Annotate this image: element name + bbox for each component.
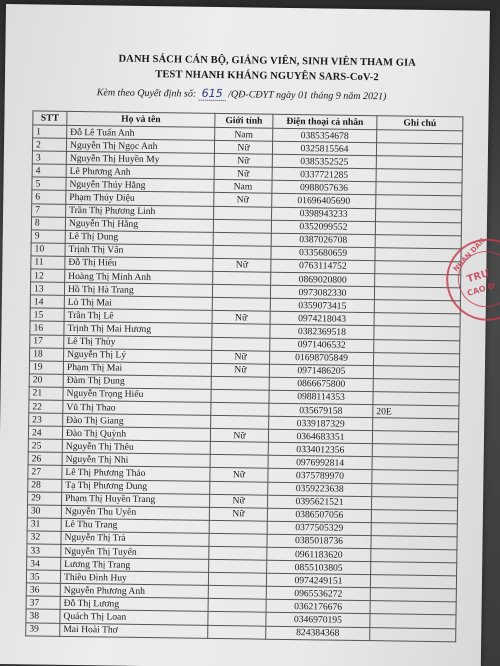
cell-name: Lê Thị Dung (65, 230, 213, 245)
cell-note (376, 195, 462, 209)
cell-note (370, 627, 456, 641)
cell-stt: 31 (27, 518, 61, 532)
cell-gender (210, 455, 268, 469)
cell-phone: 01698705849 (270, 351, 374, 366)
cell-phone: 0362176676 (266, 600, 370, 615)
cell-name: Lò Thị Mai (64, 296, 212, 311)
cell-phone: 0855103805 (267, 560, 371, 575)
cell-phone: 0359223638 (268, 482, 372, 497)
cell-note (370, 614, 456, 628)
cell-name: Lê Phương Anh (66, 165, 214, 180)
cell-name: Phạm Thị Huyền Trang (62, 492, 210, 507)
cell-stt: 7 (32, 203, 66, 217)
cell-note (373, 418, 459, 432)
cell-name: Đỗ Lê Tuấn Anh (67, 125, 215, 140)
cell-note (376, 169, 462, 183)
cell-phone: 0359073415 (270, 298, 374, 313)
cell-note (372, 483, 458, 497)
cell-stt: 26 (28, 452, 62, 466)
cell-gender (212, 337, 270, 351)
cell-note (370, 601, 456, 615)
cell-phone: 0335680659 (271, 246, 375, 261)
cell-gender (210, 442, 268, 456)
cell-name: Nguyễn Thị Hằng (65, 217, 213, 232)
cell-note (371, 549, 457, 563)
cell-stt: 39 (26, 622, 60, 636)
stamp-text-2: TRƯ (465, 268, 491, 286)
cell-phone: 01696405690 (272, 194, 376, 209)
cell-note (373, 365, 459, 379)
cell-name: Nguyễn Thu Uyên (61, 505, 209, 520)
cell-gender (212, 298, 270, 312)
participant-table (25, 110, 463, 642)
cell-name: Nguyễn Thị Tuyến (61, 544, 209, 559)
cell-stt: 22 (29, 400, 63, 414)
cell-gender: Nữ (209, 507, 267, 521)
cell-stt: 17 (30, 334, 64, 348)
cell-gender (213, 232, 271, 246)
cell-phone: 0974218043 (270, 312, 374, 327)
cell-gender: Nữ (209, 494, 267, 508)
cell-gender: Nữ (214, 154, 272, 168)
cell-phone: 0325815564 (272, 141, 376, 156)
cell-phone: 0973082330 (270, 285, 374, 300)
cell-phone: 0961183620 (267, 547, 371, 562)
cell-gender: Nữ (214, 141, 272, 155)
cell-name: Nguyễn Trọng Hiếu (63, 387, 211, 402)
cell-name: Phạm Thị Mai (63, 361, 211, 376)
cell-name: Vũ Thị Thao (63, 400, 211, 415)
cell-gender (208, 625, 266, 639)
cell-gender: Nữ (210, 429, 268, 443)
cell-stt: 10 (31, 243, 65, 257)
cell-name: Phạm Thúy Diệu (66, 191, 214, 206)
cell-phone: 0387026708 (271, 233, 375, 248)
cell-stt: 29 (28, 491, 62, 505)
cell-stt: 32 (27, 531, 61, 545)
cell-note (376, 156, 462, 170)
cell-note (373, 352, 459, 366)
cell-phone: 0386507056 (267, 508, 371, 523)
cell-phone: 0364683351 (268, 429, 372, 444)
cell-phone: 0395621521 (267, 495, 371, 510)
cell-gender (213, 271, 271, 285)
cell-gender: Nữ (214, 193, 272, 207)
cell-gender: Nữ (212, 311, 270, 325)
cell-stt: 19 (29, 361, 63, 375)
cell-note (373, 392, 459, 406)
cell-note (371, 562, 457, 576)
cell-name: Trần Thị Lê (64, 309, 212, 324)
cell-name: Nguyễn Thị Huyền My (66, 152, 214, 167)
cell-gender: Nữ (213, 258, 271, 272)
document-title-line1: DANH SÁCH CÁN BỘ, GIẢNG VIÊN, SINH VIÊN THAM GIA (118, 53, 416, 69)
cell-phone: 0398943233 (272, 207, 376, 222)
cell-note (375, 221, 461, 235)
cell-gender: Nam (215, 127, 273, 141)
decision-number-handwritten: 615 (199, 87, 226, 101)
cell-phone: 0385018736 (267, 534, 371, 549)
cell-phone: 0869020800 (271, 272, 375, 287)
cell-name: Hồ Thị Hà Trang (64, 282, 212, 297)
cell-gender (208, 586, 266, 600)
cell-stt: 16 (30, 321, 64, 335)
cell-phone: 0346970195 (266, 613, 370, 628)
cell-name: Quách Thị Loan (60, 610, 208, 625)
cell-name: Nguyễn Thị Ngọc Anh (66, 138, 214, 153)
cell-note (377, 130, 463, 144)
cell-name: Nguyễn Thị Thêu (62, 440, 210, 455)
cell-name: Trịnh Thị Vân (65, 243, 213, 258)
cell-stt: 14 (30, 295, 64, 309)
cell-phone: 0339187329 (269, 416, 373, 431)
cell-stt: 12 (31, 269, 65, 283)
cell-name: Đàm Thị Dung (63, 374, 211, 389)
cell-phone: 0334012356 (268, 442, 372, 457)
cell-stt: 2 (32, 138, 66, 152)
cell-gender (210, 481, 268, 495)
cell-note (372, 444, 458, 458)
cell-name: Lê Thị Thủy (64, 335, 212, 350)
cell-note (376, 143, 462, 157)
cell-phone: 035679158 (269, 403, 373, 418)
cell-phone: 0385352525 (272, 154, 376, 169)
cell-gender: Nam (214, 180, 272, 194)
cell-stt: 4 (32, 164, 66, 178)
cell-gender (212, 285, 270, 299)
cell-stt: 36 (26, 583, 60, 597)
cell-stt: 15 (30, 308, 64, 322)
cell-stt: 38 (26, 609, 60, 623)
cell-phone: 0385354678 (273, 128, 377, 143)
cell-name: Đào Thị Giang (63, 413, 211, 428)
cell-name: Nguyễn Thị Lý (64, 348, 212, 363)
cell-name: Trần Thị Phương Linh (66, 204, 214, 219)
cell-gender (211, 402, 269, 416)
decision-reference (97, 85, 387, 103)
cell-stt: 24 (28, 426, 62, 440)
cell-phone: 0866675800 (269, 377, 373, 392)
cell-gender (213, 219, 271, 233)
table-body (26, 125, 463, 642)
cell-stt: 28 (28, 478, 62, 492)
document-title-line2: TEST NHANH KHÁNG NGUYÊN SARS-CoV-2 (155, 69, 379, 84)
cell-stt: 11 (31, 256, 65, 270)
cell-stt: 8 (31, 217, 65, 231)
cell-stt: 6 (32, 190, 66, 204)
cell-gender (208, 612, 266, 626)
cell-note (370, 575, 456, 589)
header-gender: Giới tính (215, 113, 273, 128)
cell-name: Đào Thị Quỳnh (62, 426, 210, 441)
cell-gender (213, 245, 271, 259)
cell-phone: 0988114353 (269, 390, 373, 405)
cell-gender (209, 533, 267, 547)
cell-phone: 0382369518 (270, 325, 374, 340)
cell-stt: 1 (33, 125, 67, 139)
cell-name: Nguyễn Thị Trà (61, 531, 209, 546)
cell-name: Trịnh Thị Mai Hương (64, 322, 212, 337)
cell-name: Lê Thu Trang (61, 518, 209, 533)
cell-phone: 0971486205 (269, 364, 373, 379)
cell-name: Nguyễn Phương Anh (60, 584, 208, 599)
cell-note (371, 536, 457, 550)
cell-note (374, 300, 460, 314)
cell-name: Tạ Thị Phương Dung (62, 479, 210, 494)
cell-stt: 20 (29, 374, 63, 388)
cell-gender: Nữ (210, 468, 268, 482)
cell-note (375, 234, 461, 248)
cell-name: Nguyễn Thúy Hằng (66, 178, 214, 193)
cell-stt: 34 (27, 557, 61, 571)
cell-stt: 18 (30, 347, 64, 361)
cell-note (371, 522, 457, 536)
cell-note (372, 457, 458, 471)
cell-phone: 0375789970 (268, 469, 372, 484)
cell-gender (212, 324, 270, 338)
cell-gender: Nữ (212, 350, 270, 364)
cell-gender (211, 415, 269, 429)
cell-gender (209, 559, 267, 573)
cell-stt: 33 (27, 544, 61, 558)
cell-name: Lương Thị Trang (61, 557, 209, 572)
header-phone: Điện thoại cá nhân (273, 114, 377, 129)
cell-note (374, 326, 460, 340)
cell-note (375, 248, 461, 262)
header-name: Họ và tên (67, 111, 215, 127)
cell-stt: 13 (30, 282, 64, 296)
cell-note (371, 509, 457, 523)
cell-phone: 0976992814 (268, 456, 372, 471)
decision-prefix: Kèm theo Quyết định số: (96, 87, 197, 100)
cell-phone: 0965536272 (266, 586, 370, 601)
cell-stt: 27 (28, 465, 62, 479)
cell-stt: 5 (32, 177, 66, 191)
cell-phone: 0974249151 (266, 573, 370, 588)
cell-name: Đỗ Thị Lương (60, 597, 208, 612)
cell-phone: 0971406532 (270, 338, 374, 353)
cell-note: 20E (373, 405, 459, 419)
cell-note (370, 588, 456, 602)
cell-stt: 21 (29, 387, 63, 401)
cell-phone: 0763114752 (271, 259, 375, 274)
cell-phone: 824384368 (266, 626, 370, 641)
cell-name: Thiều Đình Huy (60, 571, 208, 586)
cell-name: Đỗ Thị Hiếu (65, 256, 213, 271)
decision-suffix: /QĐ-CĐYT ngày 01 tháng 9 năm 2021) (228, 89, 387, 103)
header-note: Ghi chú (377, 116, 463, 131)
document-page (0, 4, 496, 666)
cell-note (372, 470, 458, 484)
cell-note (374, 313, 460, 327)
cell-name: Lê Thị Phương Thảo (62, 466, 210, 481)
cell-stt: 35 (26, 570, 60, 584)
cell-stt: 37 (26, 596, 60, 610)
stamp-text-3: CAO Đ (466, 281, 496, 299)
cell-note (376, 182, 462, 196)
cell-gender: Nữ (214, 167, 272, 181)
cell-stt: 25 (28, 439, 62, 453)
cell-name: Nguyễn Thị Nhi (62, 453, 210, 468)
cell-gender: Nữ (211, 363, 269, 377)
cell-gender (209, 520, 267, 534)
cell-gender (211, 389, 269, 403)
cell-stt: 30 (27, 505, 61, 519)
cell-note (376, 208, 462, 222)
cell-note (372, 431, 458, 445)
cell-name: Mai Hoài Thơ (60, 623, 208, 638)
cell-note (373, 378, 459, 392)
cell-stt: 23 (29, 413, 63, 427)
cell-stt: 3 (32, 151, 66, 165)
cell-phone: 0377505329 (267, 521, 371, 536)
cell-gender (214, 206, 272, 220)
header-stt: STT (33, 111, 67, 125)
cell-note (374, 339, 460, 353)
stamp-text-1: NHÂN DÂN (451, 236, 487, 274)
cell-name: Hoàng Thị Minh Anh (65, 269, 213, 284)
cell-phone: 0337721285 (272, 168, 376, 183)
cell-gender (211, 376, 269, 390)
cell-phone: 0352099552 (271, 220, 375, 235)
cell-gender (208, 599, 266, 613)
cell-stt: 9 (31, 230, 65, 244)
cell-gender (208, 573, 266, 587)
cell-note (371, 496, 457, 510)
cell-phone: 0988057636 (272, 181, 376, 196)
cell-gender (209, 546, 267, 560)
